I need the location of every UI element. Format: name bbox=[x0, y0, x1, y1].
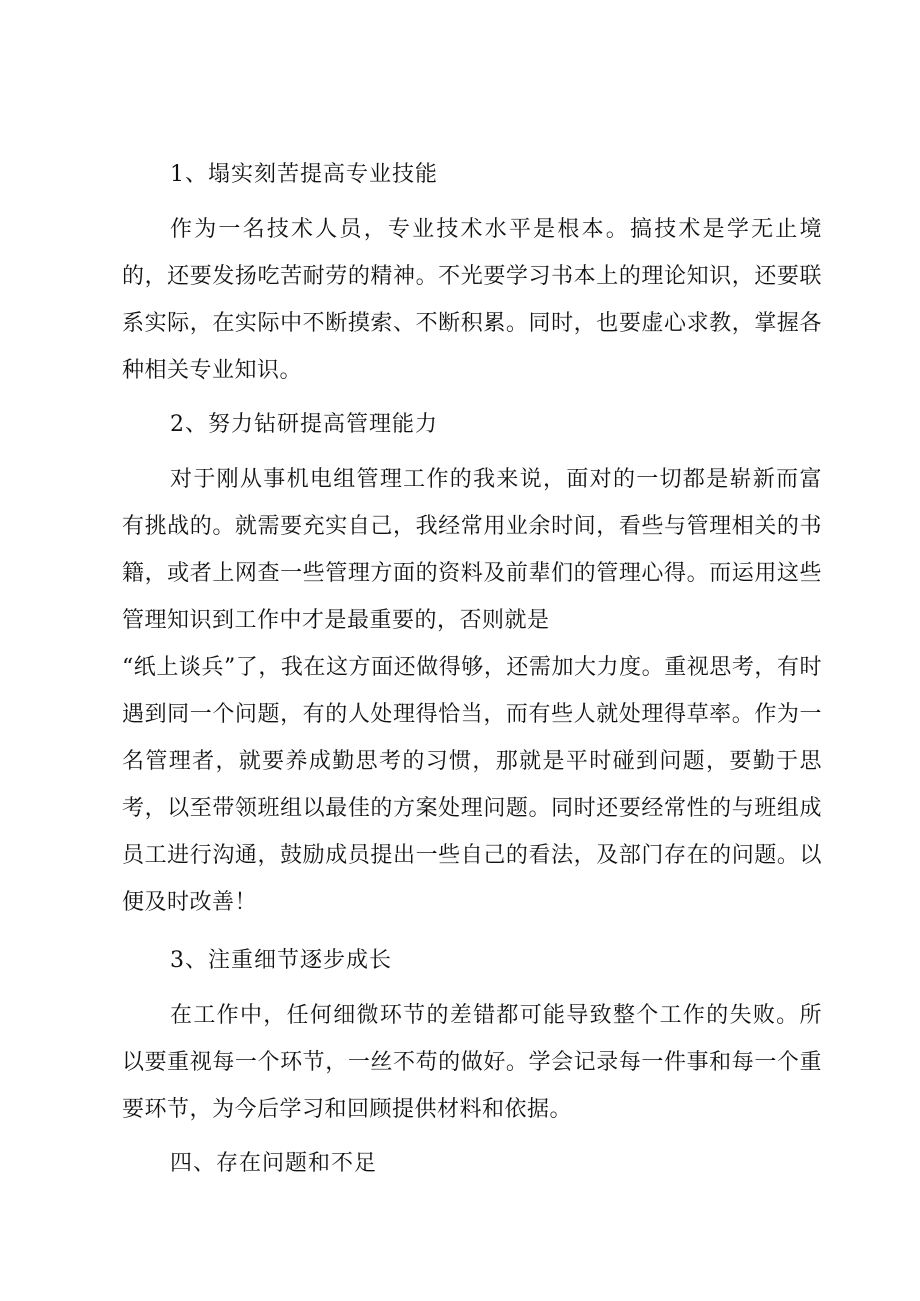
document-body bbox=[122, 154, 822, 1195]
section-2-heading: 2、努力钻研提高管理能力 bbox=[170, 412, 438, 437]
section-2-paragraph-b: “纸上谈兵”了，我在这方面还做得够，还需加大力度。重视思考，有时遇到同一个问题，有的人处理得恰当，而有些人就处理得草率。作为一名管理者，就要养成勤思考的习惯，那就是平时碰到问题，要勤于思考，以至带领班组以最佳的方案处理问题。同时还要经常性的与班组成员工进行沟通，鼓励成员提出一些自己的看法，及部门存在的问题。以便及时改善！ bbox=[122, 655, 822, 915]
section-1-heading: 1、塌实刻苦提高专业技能 bbox=[170, 162, 438, 187]
section-3-paragraph: 在工作中，任何细微环节的差错都可能导致整个工作的失败。所以要重视每一个环节，一丝不苟的做好。学会记录每一件事和每一个重要环节，为今后学习和回顾提供材料和依据。 bbox=[122, 1003, 822, 1122]
section-2-paragraph-a: 对于刚从事机电组管理工作的我来说，面对的一切都是崭新而富有挑战的。就需要充实自己，我经常用业余时间，看些与管理相关的书籍，或者上网查一些管理方面的资料及前辈们的管理心得。而运用这些管理知识到工作中才是最重要的，否则就是 bbox=[122, 467, 822, 633]
section-4-heading: 四、存在问题和不足 bbox=[170, 1151, 378, 1176]
section-3-heading: 3、注重细节逐步成长 bbox=[170, 948, 392, 973]
section-1-paragraph: 作为一名技术人员，专业技术水平是根本。搞技术是学无止境的，还要发扬吃苦耐劳的精神。不光要学习书本上的理论知识，还要联系实际，在实际中不断摸索、不断积累。同时，也要虚心求教，掌握各种相关专业知识。 bbox=[122, 217, 822, 383]
